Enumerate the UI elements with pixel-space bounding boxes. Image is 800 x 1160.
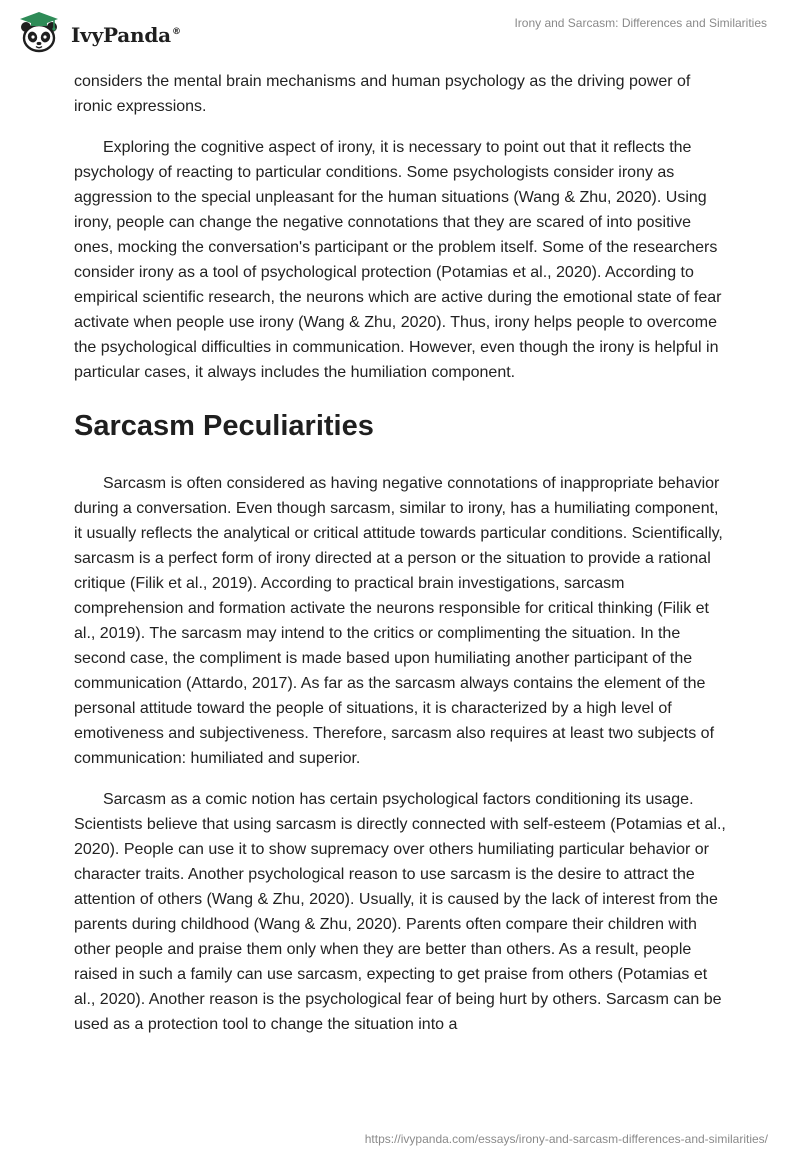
essay-content [74, 69, 729, 1037]
brand-name: IvyPanda® [71, 22, 181, 47]
source-url[interactable]: https://ivypanda.com/essays/irony-and-sarcasm-differences-and-similarities/ [364, 1132, 768, 1146]
paragraph-sarcasm-psychology: Sarcasm as a comic notion has certain psychological factors conditioning its usage. Scientists believe that using sarcasm is directly connected with self-esteem (Potamias et al., 2020). People can use it to show supremacy over others humiliating particular behavior or character traits. Another psychological reason to use sarcasm is the desire to attract the attention of others (Wang & Zhu, 2020). Usually, it is caused by the lack of interest from the parents during childhood (Wang & Zhu, 2020). Parents often compare their children with other people and praise them only when they are better than others. As a result, people raised in such a family can use sarcasm, expecting to get praise from others (Potamias et al., 2020). Another reason is the psychological fear of being hurt by others. Sarcasm can be used as a protection tool to change the situation into a [74, 791, 726, 1033]
section-heading: Sarcasm Peculiarities [74, 410, 374, 442]
paragraph-sarcasm-definition: Sarcasm is often considered as having negative connotations of inappropriate behavior during a conversation. Even though sarcasm, similar to irony, has a humiliating component, it usually reflects the analytical or critical attitude towards particular conditions. Scientifically, sarcasm is a perfect form of irony directed at a person or the situation to provide a rational critique (Filik et al., 2019). According to practical brain investigations, sarcasm comprehension and formation activate the neurons responsible for critical thinking (Filik et al., 2019). The sarcasm may intend to the critics or complimenting the situation. In the second case, the compliment is made based upon humiliating another participant of the communication (Attardo, 2017). As far as the sarcasm always contains the element of the personal attitude toward the people of situations, it is characterized by a high level of emotiveness and subjectiveness. Therefore, sarcasm also requires at least two subjects of communication: humiliated and superior. [74, 475, 723, 767]
registered-mark: ® [171, 26, 181, 37]
document-title: Irony and Sarcasm: Differences and Similarities [514, 16, 767, 30]
brand-logo[interactable] [14, 10, 181, 54]
paragraph-continued: considers the mental brain mechanisms and human psychology as the driving power of ironic expressions. [74, 73, 691, 115]
page-header [0, 0, 800, 60]
paragraph-cognitive-irony: Exploring the cognitive aspect of irony, it is necessary to point out that it reflects the psychology of reacting to particular conditions. Some psychologists consider irony as aggression to the special unpleasant for the human situations (Wang & Zhu, 2020). Using irony, people can change the negative connotations that they are scared of into positive ones, mocking the conversation's participant or the problem itself. Some of the researchers consider irony as a tool of psychological protection (Potamias et al., 2020). According to empirical scientific research, the neurons which are active during the emotional state of fear activate when people use irony (Wang & Zhu, 2020). Thus, irony helps people to overcome the psychological difficulties in communication. However, even though the irony is helpful in particular cases, it always includes the humiliation component. [74, 139, 722, 381]
panda-logo-icon [14, 10, 64, 54]
